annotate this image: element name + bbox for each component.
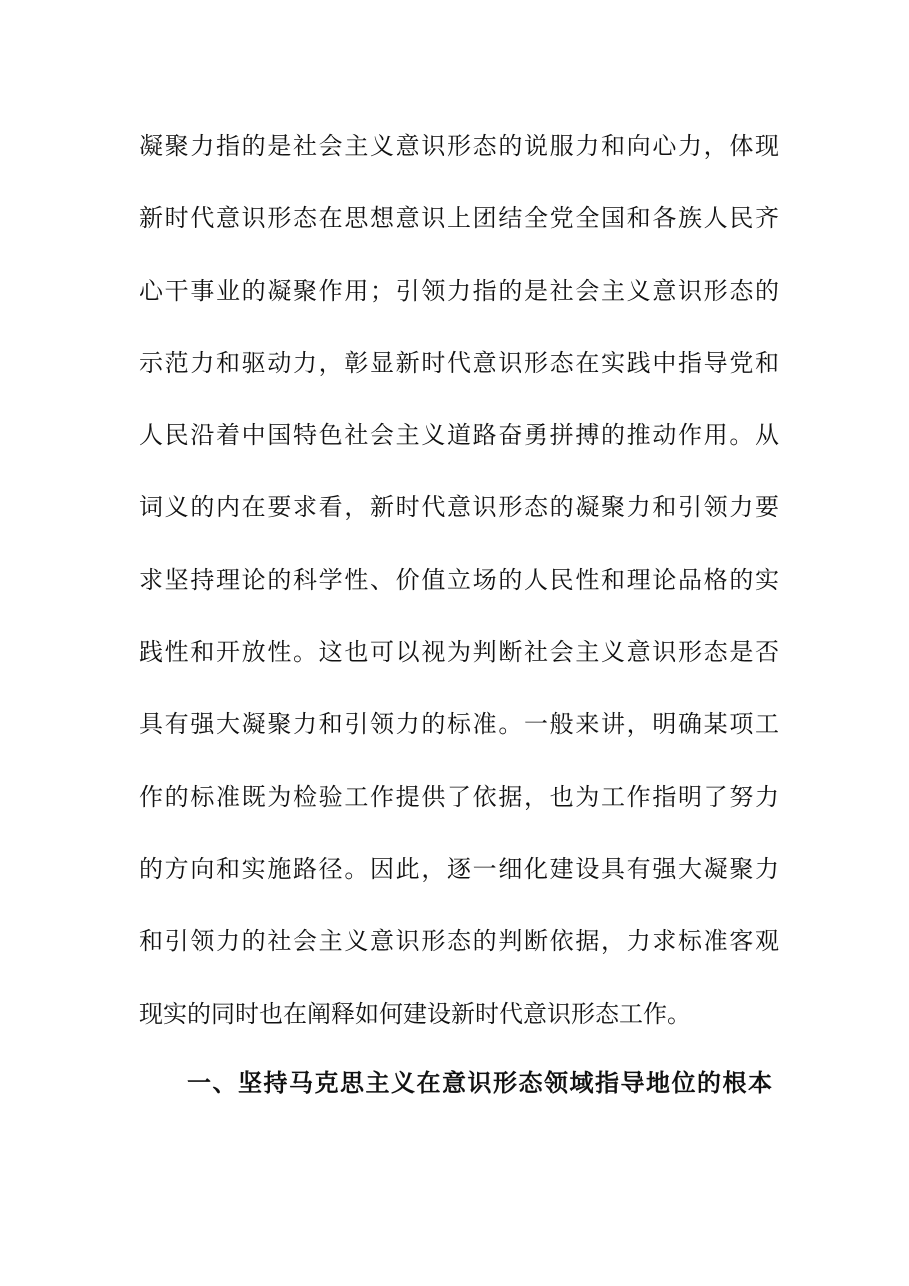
body-paragraph bbox=[139, 120, 779, 1060]
paragraph-line: 新时代意识形态在思想意识上团结全党全国和各族人民齐 bbox=[139, 204, 779, 233]
paragraph-line: 和引领力的社会主义意识形态的判断依据，力求标准客观 bbox=[139, 927, 779, 956]
paragraph-line: 词义的内在要求看，新时代意识形态的凝聚力和引领力要 bbox=[139, 493, 779, 522]
paragraph-line: 具有强大凝聚力和引领力的标准。一般来讲，明确某项工 bbox=[139, 710, 779, 739]
paragraph-line: 践性和开放性。这也可以视为判断社会主义意识形态是否 bbox=[139, 638, 779, 667]
paragraph-line: 的方向和实施路径。因此，逐一细化建设具有强大凝聚力 bbox=[139, 854, 779, 883]
paragraph-line-last: 现实的同时也在阐释如何建设新时代意识形态工作。 bbox=[139, 999, 691, 1028]
paragraph-line: 作的标准既为检验工作提供了依据，也为工作指明了努力 bbox=[139, 782, 779, 811]
paragraph-line: 示范力和驱动力，彰显新时代意识形态在实践中指导党和 bbox=[139, 348, 779, 377]
paragraph-line: 求坚持理论的科学性、价值立场的人民性和理论品格的实 bbox=[139, 565, 779, 594]
paragraph-line: 心干事业的凝聚作用；引领力指的是社会主义意识形态的 bbox=[139, 276, 779, 305]
paragraph-line: 凝聚力指的是社会主义意识形态的说服力和向心力，体现 bbox=[139, 132, 779, 160]
section-heading: 一、坚持马克思主义在意识形态领域指导地位的根本 bbox=[187, 1069, 772, 1097]
paragraph-line: 人民沿着中国特色社会主义道路奋勇拼搏的推动作用。从 bbox=[139, 421, 779, 450]
